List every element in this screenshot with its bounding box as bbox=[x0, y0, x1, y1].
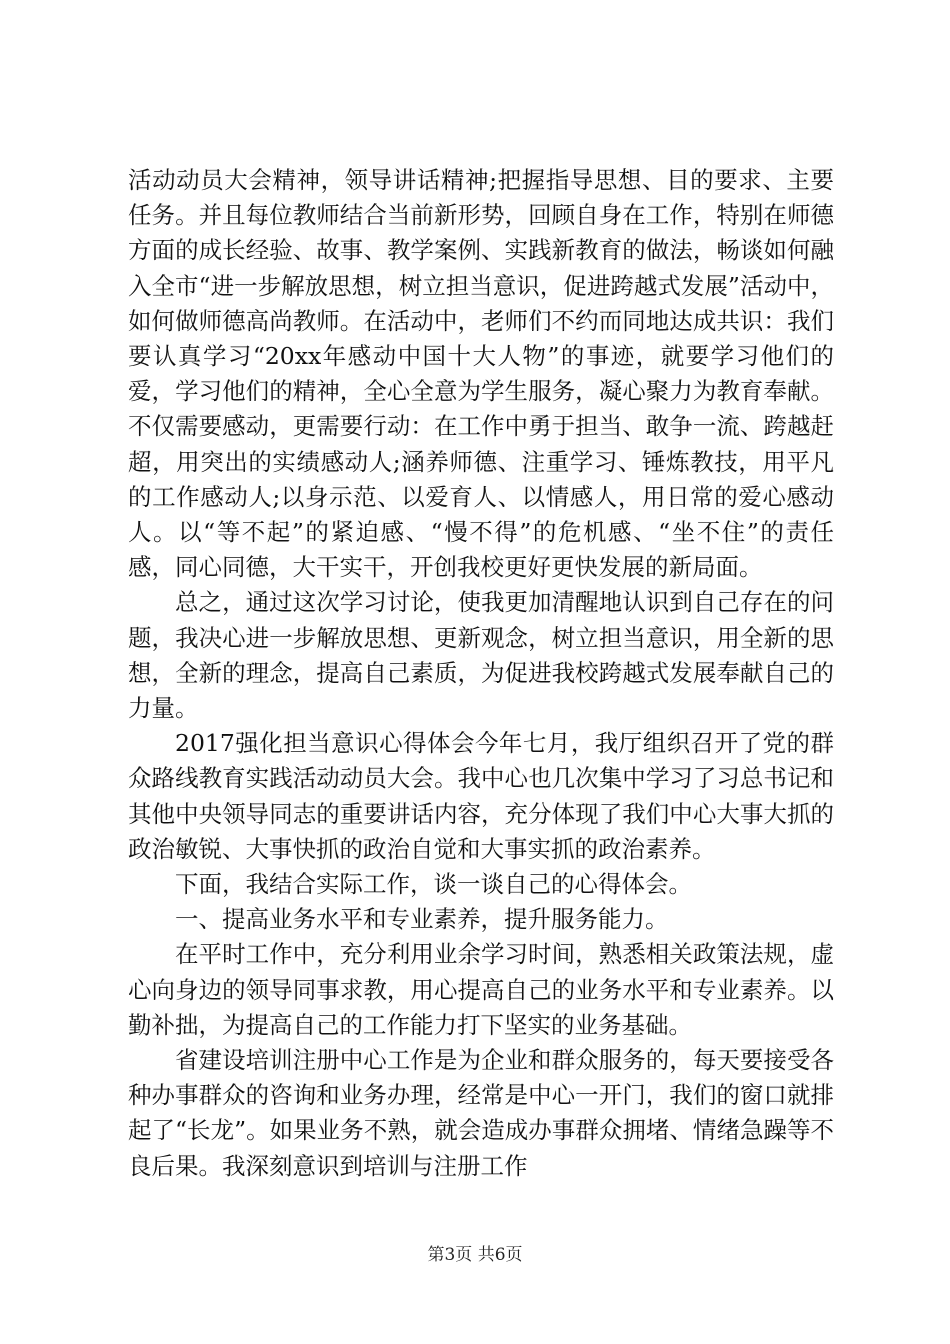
document-body bbox=[128, 163, 834, 1184]
paragraph-7: 省建设培训注册中心工作是为企业和群众服务的，每天要接受各种办事群众的咨询和业务办理，经常是中心一开门，我们的窗口就排起了“长龙”。如果业务不熟，就会造成办事群众拥堵、情绪急躁等不良后果。我深刻意识到培训与注册工作 bbox=[128, 1046, 834, 1180]
paragraph-5-heading: 一、提高业务水平和专业素养，提升服务能力。 bbox=[175, 905, 669, 934]
paragraph-1: 活动动员大会精神，领导讲话精神;把握指导思想、目的要求、主要任务。并且每位教师结合当前新形势，回顾自身在工作，特别在师德方面的成长经验、故事、教学案例、实践新教育的做法，畅谈如何融入全市“进一步解放思想，树立担当意识，促进跨越式发展”活动中，如何做师德高尚教师。在活动中，老师们不约而同地达成共识：我们要认真学习“20xx年感动中国十大人物”的事迹，就要学习他们的爱，学习他们的精神，全心全意为学生服务，凝心聚力为教育奉献。不仅需要感动，更需要行动：在工作中勇于担当、敢争一流、跨越赶超，用突出的实绩感动人;涵养师德、注重学习、锤炼教技，用平凡的工作感动人;以身示范、以爱育人、以情感人，用日常的爱心感动人。以“等不起”的紧迫感、“慢不得”的危机感、“坐不住”的责任感，同心同德，大干实干，开创我校更好更快发展的新局面。 bbox=[128, 166, 834, 582]
paragraph-4: 下面，我结合实际工作，谈一谈自己的心得体会。 bbox=[175, 870, 692, 899]
page-footer: 第3页 共6页 bbox=[427, 1245, 523, 1265]
paragraph-2: 总之，通过这次学习讨论，使我更加清醒地认识到自己存在的问题，我决心进一步解放思想、更新观念，树立担当意识，用全新的思想，全新的理念，提高自己素质，为促进我校跨越式发展奉献自己的力量。 bbox=[128, 588, 834, 723]
paragraph-6: 在平时工作中，充分利用业余学习时间，熟悉相关政策法规，虚心向身边的领导同事求教，用心提高自己的业务水平和专业素养。以勤补拙，为提高自己的工作能力打下坚实的业务基础。 bbox=[128, 940, 834, 1039]
paragraph-3: 2017强化担当意识心得体会今年七月，我厅组织召开了党的群众路线教育实践活动动员大会。我中心也几次集中学习了习总书记和其他中央领导同志的重要讲话内容，充分体现了我们中心大事大抓的政治敏锐、大事快抓的政治自觉和大事实抓的政治素养。 bbox=[128, 729, 834, 863]
